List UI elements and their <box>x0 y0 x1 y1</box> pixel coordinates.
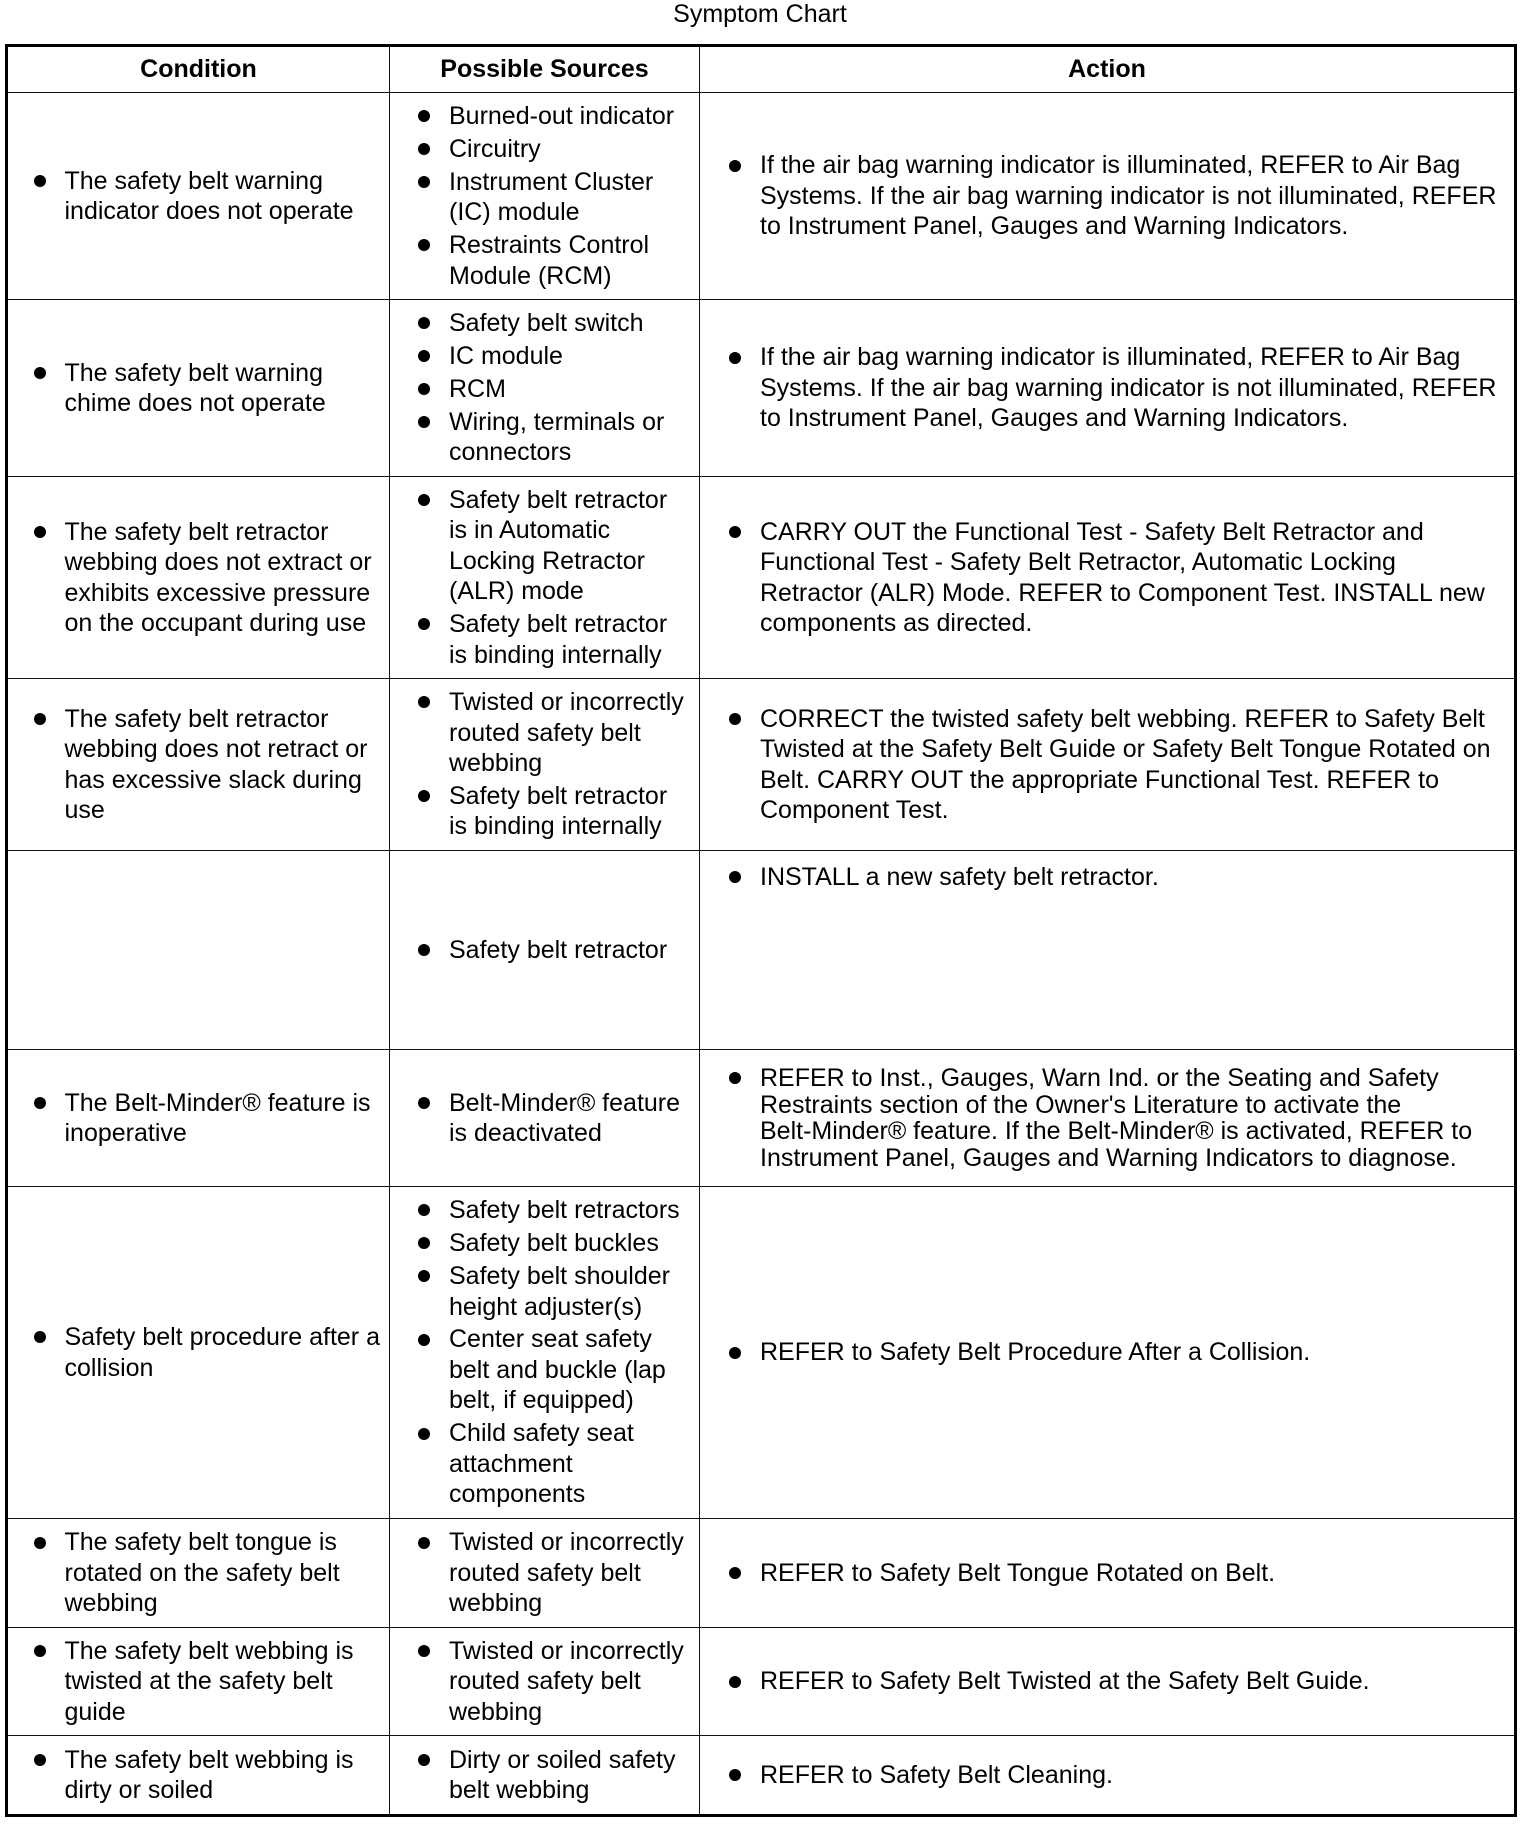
list-item <box>449 1636 699 1728</box>
list-item <box>449 230 699 291</box>
list-item <box>760 704 1514 826</box>
bullet-icon <box>729 1567 741 1579</box>
list-item <box>760 1065 1514 1171</box>
list-item <box>65 1088 390 1149</box>
list-item <box>760 150 1514 242</box>
list-item <box>760 1760 1514 1791</box>
list-item <box>449 1324 699 1416</box>
item-text: The safety belt retractor webbing does not extract or exhibits excessive pressure on the occupant during use <box>64 517 372 637</box>
bullet-icon <box>729 1072 741 1084</box>
bullet-icon <box>34 1537 46 1549</box>
action-cell <box>700 1736 1514 1814</box>
item-text: Burned-out indicator <box>449 101 675 130</box>
bullet-icon <box>34 1331 46 1343</box>
list-item <box>65 704 390 826</box>
item-text: Dirty or soiled safety belt webbing <box>449 1745 676 1804</box>
list-item <box>65 166 390 227</box>
possible-sources-cell <box>390 1628 700 1735</box>
item-text: If the air bag warning indicator is illuminated, REFER to Air Bag Systems. If the air bag warning indicator is not illuminated, REFER to Instrument Panel, Gauges and Warning Indicators. <box>760 151 1497 241</box>
item-text: Center seat safety belt and buckle (lap belt, if equipped) <box>449 1325 666 1415</box>
bullet-icon <box>418 350 430 362</box>
list-item <box>449 101 699 132</box>
table-row <box>8 1187 1514 1519</box>
possible-sources-cell <box>390 1519 700 1627</box>
item-text: Twisted or incorrectly routed safety belt webbing <box>449 1528 684 1618</box>
list-item <box>449 1418 699 1510</box>
condition-cell <box>8 1187 390 1518</box>
item-text: Twisted or incorrectly routed safety belt webbing <box>449 1636 684 1726</box>
list-item <box>449 374 699 405</box>
table-row <box>8 1628 1514 1736</box>
condition-cell <box>8 1050 390 1186</box>
list-item <box>65 1322 390 1383</box>
bullet-icon <box>418 110 430 122</box>
table-row <box>8 851 1514 1050</box>
table-row <box>8 93 1514 300</box>
list-item <box>449 407 699 468</box>
item-text: Safety belt buckles <box>449 1229 659 1258</box>
list-item <box>449 308 699 339</box>
condition-cell <box>8 1628 390 1735</box>
condition-cell <box>8 679 390 850</box>
bullet-icon <box>418 416 430 428</box>
item-text: Safety belt retractor is in Automatic Locking Retractor (ALR) mode <box>449 485 668 606</box>
bullet-icon <box>729 526 741 538</box>
bullet-icon <box>34 1645 46 1657</box>
list-item <box>65 517 390 639</box>
action-cell <box>700 1628 1514 1735</box>
item-text: CARRY OUT the Functional Test - Safety Belt Retractor and Functional Test - Safety Belt Retractor, Automatic Locking Retractor (ALR) Mode. REFER to Component Test. INSTALL new components as directed. <box>760 517 1485 637</box>
bullet-icon <box>34 1097 46 1109</box>
bullet-icon <box>418 1537 430 1549</box>
item-text: Safety belt procedure after a collision <box>64 1323 380 1382</box>
condition-cell <box>8 1519 390 1627</box>
bullet-icon <box>418 176 430 188</box>
table-row <box>8 1736 1514 1814</box>
bullet-icon <box>418 1645 430 1657</box>
list-item <box>449 485 699 607</box>
table-header-row <box>8 47 1514 93</box>
item-text: REFER to Safety Belt Twisted at the Safety Belt Guide. <box>760 1667 1370 1696</box>
bullet-icon <box>418 1754 430 1766</box>
action-cell <box>700 1050 1514 1186</box>
item-text: The safety belt retractor webbing does not retract or has excessive slack during use <box>64 704 368 824</box>
table-row <box>8 300 1514 477</box>
table-row <box>8 1519 1514 1628</box>
item-text: RCM <box>449 374 506 403</box>
action-cell <box>700 477 1514 678</box>
possible-sources-cell <box>390 1187 700 1518</box>
bullet-icon <box>729 1676 741 1688</box>
bullet-icon <box>418 618 430 630</box>
list-item <box>449 935 699 966</box>
possible-sources-cell <box>390 93 700 299</box>
column-header-condition: Condition <box>8 47 390 92</box>
item-text: The safety belt tongue is rotated on the safety belt webbing <box>64 1528 340 1618</box>
item-text: Restraints Control Module (RCM) <box>449 231 650 290</box>
list-item <box>449 134 699 165</box>
item-text: The safety belt warning chime does not operate <box>64 358 326 417</box>
possible-sources-cell <box>390 300 700 476</box>
bullet-icon <box>34 1754 46 1766</box>
item-text: Instrument Cluster (IC) module <box>449 167 654 227</box>
item-text: IC module <box>449 342 563 371</box>
table-body <box>8 93 1514 1814</box>
action-cell <box>700 679 1514 850</box>
possible-sources-cell <box>390 1736 700 1814</box>
bullet-icon <box>418 944 430 956</box>
bullet-icon <box>418 494 430 506</box>
item-text: CORRECT the twisted safety belt webbing. REFER to Safety Belt Twisted at the Safety Belt Guide or Safety Belt Tongue Rotated on Belt. CARRY OUT the appropriate Functional Test. REFER to Component Test. <box>760 704 1491 824</box>
bullet-icon <box>418 239 430 251</box>
list-item <box>760 517 1514 639</box>
bullet-icon <box>418 317 430 329</box>
list-item <box>65 358 390 419</box>
bullet-icon <box>729 871 741 883</box>
condition-cell <box>8 477 390 678</box>
list-item <box>449 167 699 228</box>
table-row <box>8 679 1514 851</box>
action-cell <box>700 300 1514 476</box>
possible-sources-cell <box>390 477 700 678</box>
table-row <box>8 477 1514 679</box>
possible-sources-cell <box>390 851 700 1049</box>
list-item <box>65 1636 390 1728</box>
possible-sources-cell <box>390 1050 700 1186</box>
list-item <box>760 1337 1514 1368</box>
symptom-chart-table <box>5 44 1517 1817</box>
item-text: Safety belt switch <box>449 309 644 338</box>
bullet-icon <box>729 1769 741 1781</box>
item-text: REFER to Inst., Gauges, Warn Ind. or the Seating and Safety Restraints section of the Owner's Literature to activate the Belt-Minder® feature. If the Belt-Minder® is activated, REFER to Instrument Panel, Gauges and Warning Indicators to diagnose. <box>760 1064 1473 1172</box>
bullet-icon <box>418 1237 430 1249</box>
item-text: The safety belt webbing is dirty or soiled <box>64 1745 354 1804</box>
bullet-icon <box>418 1204 430 1216</box>
bullet-icon <box>418 1428 430 1440</box>
item-text: Safety belt retractors <box>449 1196 680 1225</box>
list-item <box>449 1527 699 1619</box>
column-header-action: Action <box>1068 55 1146 84</box>
item-text: The safety belt webbing is twisted at the safety belt guide <box>64 1636 354 1726</box>
bullet-icon <box>418 1097 430 1109</box>
list-item <box>449 781 699 842</box>
item-text: The safety belt warning indicator does not operate <box>64 166 354 225</box>
list-item <box>65 1745 390 1806</box>
list-item <box>449 1745 699 1806</box>
bullet-icon <box>34 526 46 538</box>
bullet-icon <box>418 790 430 802</box>
list-item <box>449 1228 699 1259</box>
bullet-icon <box>34 367 46 379</box>
action-cell <box>700 93 1514 299</box>
action-cell <box>700 1519 1514 1627</box>
item-text: If the air bag warning indicator is illuminated, REFER to Air Bag Systems. If the air bag warning indicator is not illuminated, REFER to Instrument Panel, Gauges and Warning Indicators. <box>760 343 1497 433</box>
item-text: REFER to Safety Belt Cleaning. <box>760 1760 1113 1789</box>
column-header-possible-sources: Possible Sources <box>390 47 700 92</box>
bullet-icon <box>729 1347 741 1359</box>
table-row <box>8 1050 1514 1187</box>
page-title: Symptom Chart <box>673 0 847 28</box>
list-item <box>449 341 699 372</box>
list-item <box>760 1666 1514 1697</box>
condition-cell <box>8 851 390 1049</box>
possible-sources-cell <box>390 679 700 850</box>
list-item <box>449 609 699 670</box>
item-text: Safety belt retractor <box>449 935 668 964</box>
list-item <box>65 1527 390 1619</box>
item-text: Wiring, terminals or connectors <box>449 407 665 467</box>
bullet-icon <box>418 143 430 155</box>
item-text: INSTALL a new safety belt retractor. <box>760 863 1159 891</box>
bullet-icon <box>729 352 741 364</box>
bullet-icon <box>729 713 741 725</box>
bullet-icon <box>34 713 46 725</box>
item-text: Safety belt shoulder height adjuster(s) <box>449 1262 670 1321</box>
list-item <box>449 1261 699 1322</box>
item-text: Safety belt retractor is binding internally <box>449 610 668 669</box>
item-text: Belt-Minder® feature is deactivated <box>449 1088 681 1147</box>
item-text: Child safety seat attachment components <box>449 1419 634 1509</box>
list-item <box>760 342 1514 434</box>
item-text: Twisted or incorrectly routed safety belt webbing <box>449 688 684 778</box>
bullet-icon <box>418 383 430 395</box>
condition-cell <box>8 93 390 299</box>
list-item <box>760 862 1514 893</box>
item-text: REFER to Safety Belt Procedure After a Collision. <box>760 1338 1311 1367</box>
bullet-icon <box>729 160 741 172</box>
list-item <box>449 1088 699 1149</box>
bullet-icon <box>418 1334 430 1346</box>
item-text: The Belt-Minder® feature is inoperative <box>64 1088 371 1147</box>
item-text: Circuitry <box>449 134 541 163</box>
bullet-icon <box>418 1270 430 1282</box>
bullet-icon <box>418 696 430 708</box>
bullet-icon <box>34 175 46 187</box>
list-item <box>449 687 699 779</box>
item-text: REFER to Safety Belt Tongue Rotated on Belt. <box>760 1558 1276 1587</box>
list-item <box>760 1558 1514 1589</box>
list-item <box>449 1195 699 1226</box>
condition-cell <box>8 1736 390 1814</box>
action-cell <box>700 1187 1514 1518</box>
action-cell <box>700 851 1514 1049</box>
item-text: Safety belt retractor is binding internally <box>449 781 668 841</box>
condition-cell <box>8 300 390 476</box>
